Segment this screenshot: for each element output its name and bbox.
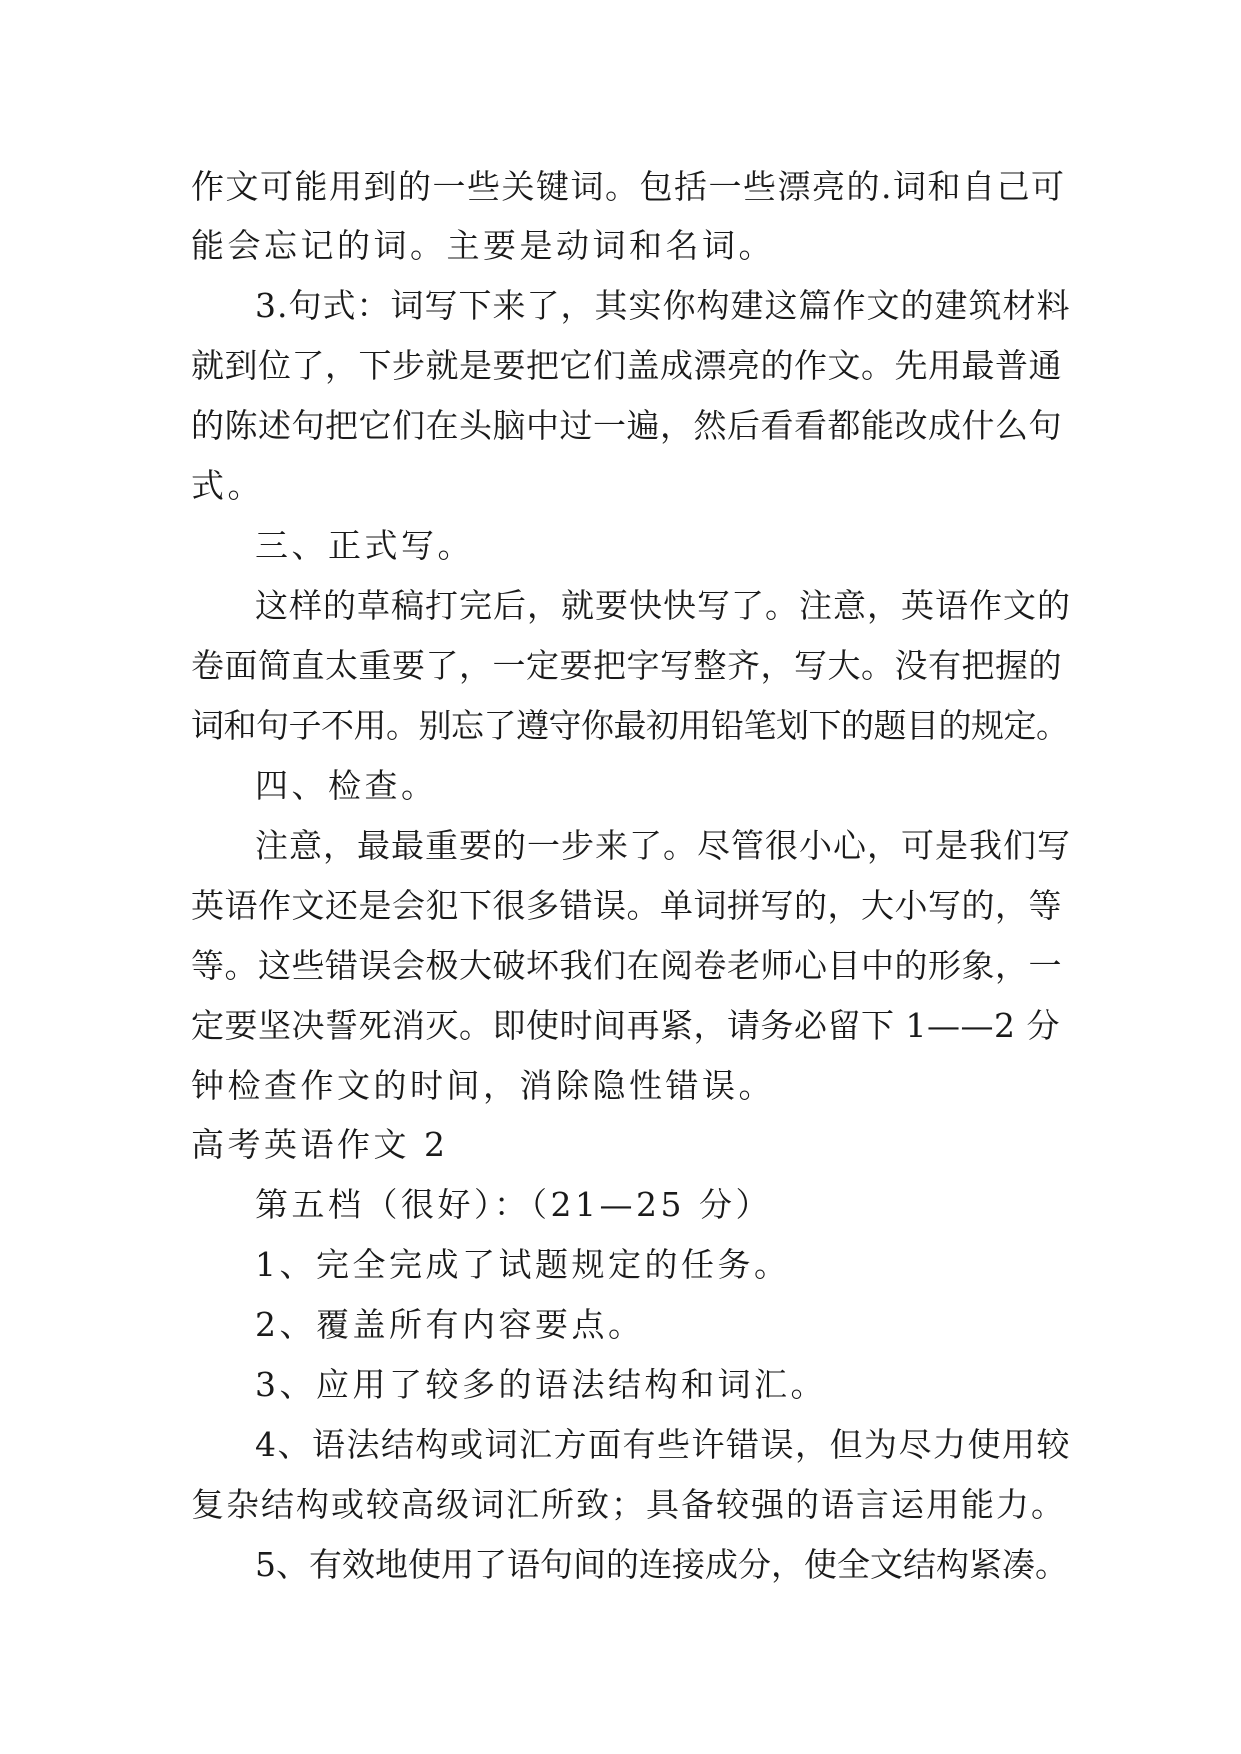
text-line: 卷面简直太重要了，一定要把字写整齐，写大。没有把握的 xyxy=(191,646,1062,685)
text-line: 注意，最最重要的一步来了。尽管很小心，可是我们写 xyxy=(255,826,1071,865)
text-line: 的陈述句把它们在头脑中过一遍，然后看看都能改成什么句 xyxy=(191,406,1062,445)
list-item: 3、应用了较多的语法结构和词汇。 xyxy=(255,1365,827,1404)
text-line: 词和句子不用。别忘了遵守你最初用铅笔划下的题目的规定。 xyxy=(191,706,1069,745)
text-line: 式。 xyxy=(191,466,264,505)
grade-heading: 第五档（很好）：（21—25 分） xyxy=(255,1185,772,1224)
text-line: 钟检查作文的时间，消除隐性错误。 xyxy=(191,1066,775,1105)
text-line: 英语作文还是会犯下很多错误。单词拼写的，大小写的，等 xyxy=(191,886,1062,925)
text-line: 定要坚决誓死消灭。即使时间再紧，请务必留下 1——2 分 xyxy=(191,1006,1060,1045)
section-heading: 四、检查。 xyxy=(255,766,438,805)
text-line: 能会忘记的词。主要是动词和名词。 xyxy=(191,226,775,265)
text-line: 作文可能用到的一些关键词。包括一些漂亮的.词和自己可 xyxy=(191,167,1066,206)
text-line: 3.句式：词写下来了，其实你构建这篇作文的建筑材料 xyxy=(255,286,1071,325)
section-heading: 三、正式写。 xyxy=(255,526,474,565)
list-item: 2、覆盖所有内容要点。 xyxy=(255,1305,645,1344)
list-item: 1、完全完成了试题规定的任务。 xyxy=(255,1245,791,1284)
list-item: 4、语法结构或词汇方面有些许错误，但为尽力使用较 xyxy=(255,1425,1071,1464)
text-line: 等。这些错误会极大破坏我们在阅卷老师心目中的形象，一 xyxy=(191,946,1062,985)
text-line: 这样的草稿打完后，就要快快写了。注意，英语作文的 xyxy=(255,586,1071,625)
list-item: 5、有效地使用了语句间的连接成分，使全文结构紧凑。 xyxy=(255,1545,1068,1584)
list-item-continuation: 复杂结构或较高级词汇所致；具备较强的语言运用能力。 xyxy=(191,1485,1066,1524)
article-title: 高考英语作文 2 xyxy=(191,1125,449,1164)
text-line: 就到位了，下步就是要把它们盖成漂亮的作文。先用最普通 xyxy=(191,346,1062,385)
